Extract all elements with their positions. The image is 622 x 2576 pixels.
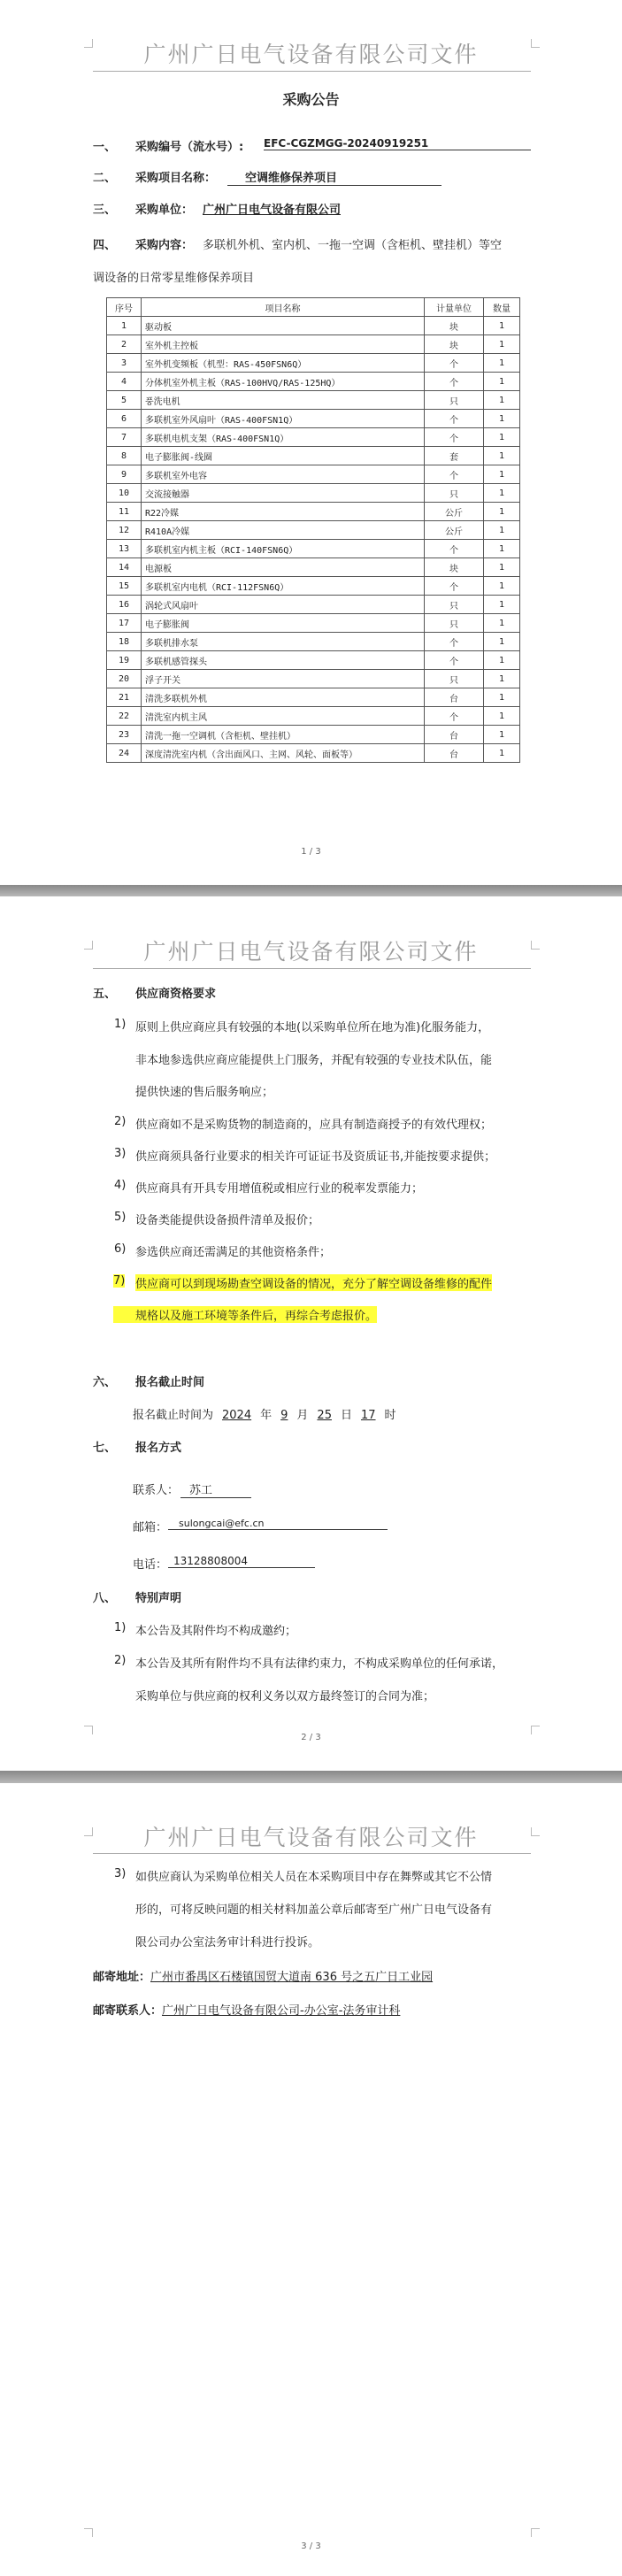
item-name-cell: 电子膨胀阀-线圈 xyxy=(142,447,425,465)
deadline-line xyxy=(133,1405,396,1422)
table-row xyxy=(107,317,520,335)
requirement-text: 供应商具有开具专用增值税或相应行业的税率发票能力； xyxy=(135,1182,424,1196)
contact-value: 苏工 xyxy=(180,1480,251,1498)
item-name-cell: 풍洗电机 xyxy=(142,391,425,410)
mailing-contact-label: 邮寄联系人： xyxy=(93,2004,163,2018)
list-number: 7) xyxy=(113,1274,126,1288)
email-value[interactable]: sulongcai@efc.cn xyxy=(168,1518,388,1530)
section-number: 二、 xyxy=(93,172,117,185)
statement-text: 采购单位与供应商的权利义务以双方最终签订的合同为准； xyxy=(135,1690,435,1703)
item-name-cell: R410A冷媒 xyxy=(142,521,425,540)
table-row xyxy=(107,726,520,744)
list-number: 5) xyxy=(114,1211,127,1224)
unit-cell: 个 xyxy=(425,633,484,651)
statement-text: 限公司办公室法务审计科进行投诉。 xyxy=(135,1936,320,1949)
purchaser-value: 广州广日电气设备有限公司 xyxy=(203,204,342,217)
project-name-label: 采购项目名称： xyxy=(135,172,217,185)
unit-cell: 块 xyxy=(425,317,484,335)
requirement-text: 供应商如不是采购货物的制造商的，应具有制造商授予的有效代理权； xyxy=(135,1119,493,1132)
margin-mark xyxy=(84,2528,93,2537)
row-number-cell: 16 xyxy=(107,596,142,614)
list-number: 3) xyxy=(114,1867,127,1880)
row-number-cell: 15 xyxy=(107,577,142,596)
item-name-cell: 清洗多联机外机 xyxy=(142,688,425,707)
announcement-title: 采购公告 xyxy=(282,91,340,108)
section-number: 八、 xyxy=(93,1592,117,1605)
statement-text: 本公告及其附件均不构成邀约； xyxy=(135,1625,297,1638)
section-number: 四、 xyxy=(93,239,117,252)
quantity-cell: 1 xyxy=(484,391,520,410)
requirement-text: 参选供应商还需满足的其他资格条件； xyxy=(135,1246,332,1259)
quantity-cell: 1 xyxy=(484,670,520,688)
page-number: 1 / 3 xyxy=(301,847,321,857)
project-name-value: 空调维修保养项目 xyxy=(227,168,442,186)
item-name-cell: 室外机变频板（机型：RAS-450FSN6Q） xyxy=(142,354,425,373)
deadline-month: 9 xyxy=(280,1409,288,1422)
list-number: 1) xyxy=(114,1018,127,1031)
section-number: 三、 xyxy=(93,204,117,217)
quantity-cell: 1 xyxy=(484,596,520,614)
purchase-content-line: 多联机外机、室内机、一拖一空调（含柜机、壁挂机）等空 xyxy=(203,239,503,252)
item-name-cell: R22冷媒 xyxy=(142,503,425,521)
requirement-text: 提供快速的售后服务响应； xyxy=(135,1086,274,1099)
row-number-cell: 9 xyxy=(107,465,142,484)
table-row xyxy=(107,521,520,540)
section-number: 七、 xyxy=(93,1442,117,1455)
table-row xyxy=(107,484,520,503)
unit-cell: 个 xyxy=(425,410,484,428)
table-row xyxy=(107,540,520,558)
section-title: 供应商资格要求 xyxy=(135,988,217,1001)
row-number-cell: 2 xyxy=(107,335,142,354)
row-number-cell: 13 xyxy=(107,540,142,558)
row-number-cell: 22 xyxy=(107,707,142,726)
unit-cell: 只 xyxy=(425,670,484,688)
unit-cell: 只 xyxy=(425,614,484,633)
unit-cell: 块 xyxy=(425,335,484,354)
item-name-cell: 多联机室外电容 xyxy=(142,465,425,484)
unit-cell: 块 xyxy=(425,558,484,577)
table-row xyxy=(107,707,520,726)
table-row xyxy=(107,410,520,428)
mailing-address-label: 邮寄地址： xyxy=(93,1971,151,1984)
unit-cell: 个 xyxy=(425,651,484,670)
purchase-number-value: EFC-CGZMGG-20240919251 xyxy=(264,137,531,150)
row-number-cell: 6 xyxy=(107,410,142,428)
column-header: 数量 xyxy=(484,298,520,317)
quantity-cell: 1 xyxy=(484,651,520,670)
table-row xyxy=(107,633,520,651)
unit-cell: 套 xyxy=(425,447,484,465)
table-row xyxy=(107,688,520,707)
item-name-cell: 深度清洗室内机（含出面风口、主网、风轮、面板等） xyxy=(142,744,425,763)
list-number: 3) xyxy=(114,1147,127,1160)
row-number-cell: 11 xyxy=(107,503,142,521)
deadline-unit: 日 xyxy=(340,1409,352,1422)
quantity-cell: 1 xyxy=(484,688,520,707)
quantity-cell: 1 xyxy=(484,373,520,391)
phone-value: 13128808004 xyxy=(168,1555,315,1568)
purchase-content-line: 调设备的日常零星维修保养项目 xyxy=(93,272,255,285)
highlighted-requirement-text: 供应商可以到现场勘查空调设备的情况，充分了解空调设备维修的配件 xyxy=(135,1274,492,1291)
quantity-cell: 1 xyxy=(484,428,520,447)
column-header: 序号 xyxy=(107,298,142,317)
row-number-cell: 24 xyxy=(107,744,142,763)
unit-cell: 只 xyxy=(425,391,484,410)
row-number-cell: 10 xyxy=(107,484,142,503)
table-row xyxy=(107,558,520,577)
table-row xyxy=(107,373,520,391)
quantity-cell: 1 xyxy=(484,726,520,744)
table-row xyxy=(107,391,520,410)
highlighted-requirement-text: 规格以及施工环境等条件后，再综合考虑报价。 xyxy=(113,1306,377,1323)
header-rule xyxy=(93,968,531,969)
requirement-text: 设备类能提供设备损件清单及报价； xyxy=(135,1214,320,1227)
table-row xyxy=(107,503,520,521)
company-header: 广州广日电气设备有限公司文件 xyxy=(143,939,479,965)
column-header: 计量单位 xyxy=(425,298,484,317)
quantity-cell: 1 xyxy=(484,465,520,484)
row-number-cell: 19 xyxy=(107,651,142,670)
statement-text: 如供应商认为采购单位相关人员在本采购项目中存在舞弊或其它不公情 xyxy=(135,1871,493,1884)
table-header-row xyxy=(107,298,520,317)
quantity-cell: 1 xyxy=(484,633,520,651)
unit-cell: 个 xyxy=(425,707,484,726)
unit-cell: 个 xyxy=(425,373,484,391)
unit-cell: 个 xyxy=(425,577,484,596)
row-number-cell: 23 xyxy=(107,726,142,744)
item-name-cell: 多联机室内电机（RCI-112FSN6Q） xyxy=(142,577,425,596)
quantity-cell: 1 xyxy=(484,317,520,335)
list-number: 4) xyxy=(114,1179,127,1192)
list-number: 6) xyxy=(114,1242,127,1256)
quantity-cell: 1 xyxy=(484,521,520,540)
quantity-cell: 1 xyxy=(484,707,520,726)
unit-cell: 个 xyxy=(425,354,484,373)
item-name-cell: 驱动板 xyxy=(142,317,425,335)
unit-cell: 个 xyxy=(425,540,484,558)
mailing-contact-line xyxy=(93,2001,400,2018)
unit-cell: 台 xyxy=(425,744,484,763)
table-row xyxy=(107,465,520,484)
list-number: 1) xyxy=(114,1621,127,1634)
table-row xyxy=(107,744,520,763)
unit-cell: 台 xyxy=(425,726,484,744)
section-title: 特别声明 xyxy=(135,1592,182,1605)
table-row xyxy=(107,447,520,465)
phone-label: 电话： xyxy=(133,1558,168,1572)
row-number-cell: 17 xyxy=(107,614,142,633)
mailing-address-value: 广州市番禺区石楼镇国贸大道南 636 号之五广日工业园 xyxy=(150,1971,434,1984)
deadline-unit: 月 xyxy=(296,1409,309,1422)
row-number-cell: 5 xyxy=(107,391,142,410)
item-name-cell: 电源板 xyxy=(142,558,425,577)
table-row xyxy=(107,354,520,373)
page-separator xyxy=(0,885,622,896)
list-number: 2) xyxy=(114,1115,127,1128)
unit-cell: 只 xyxy=(425,596,484,614)
table-row xyxy=(107,577,520,596)
statement-text: 本公告及其所有附件均不具有法律约束力，不构成采购单位的任何承诺， xyxy=(135,1657,504,1671)
quantity-cell: 1 xyxy=(484,335,520,354)
section-title: 报名方式 xyxy=(135,1442,182,1455)
item-name-cell: 多联机排水泵 xyxy=(142,633,425,651)
page-number: 3 / 3 xyxy=(301,2541,321,2551)
deadline-year: 2024 xyxy=(222,1409,252,1422)
page-number: 2 / 3 xyxy=(301,1733,321,1742)
item-name-cell: 室外机主控板 xyxy=(142,335,425,354)
item-name-cell: 涡轮式风扇叶 xyxy=(142,596,425,614)
table-row xyxy=(107,614,520,633)
purchase-number-label: 采购编号（流水号）: xyxy=(135,141,244,154)
deadline-hour: 17 xyxy=(360,1409,376,1422)
header-rule xyxy=(93,71,531,72)
item-name-cell: 电子膨胀阀 xyxy=(142,614,425,633)
table-row xyxy=(107,428,520,447)
section-number: 五、 xyxy=(93,988,117,1001)
row-number-cell: 21 xyxy=(107,688,142,707)
row-number-cell: 3 xyxy=(107,354,142,373)
quantity-cell: 1 xyxy=(484,484,520,503)
company-header: 广州广日电气设备有限公司文件 xyxy=(143,42,479,67)
item-name-cell: 多联机室外风扇叶（RAS-400FSN1Q） xyxy=(142,410,425,428)
quantity-cell: 1 xyxy=(484,558,520,577)
table-row xyxy=(107,670,520,688)
row-number-cell: 7 xyxy=(107,428,142,447)
item-name-cell: 多联机室内机主板（RCI-140FSN6Q） xyxy=(142,540,425,558)
header-rule xyxy=(93,1853,531,1854)
deadline-unit: 年 xyxy=(260,1409,273,1422)
table-row xyxy=(107,651,520,670)
unit-cell: 公斤 xyxy=(425,521,484,540)
item-name-cell: 清洗一拖一空调机（含柜机、壁挂机） xyxy=(142,726,425,744)
contact-label: 联系人： xyxy=(133,1484,180,1497)
item-name-cell: 多联机电机支架（RAS-400FSN1Q） xyxy=(142,428,425,447)
unit-cell: 个 xyxy=(425,428,484,447)
deadline-unit: 时 xyxy=(384,1409,396,1422)
item-name-cell: 分体机室外机主板（RAS-100HVQ/RAS-125HQ） xyxy=(142,373,425,391)
row-number-cell: 14 xyxy=(107,558,142,577)
email-label: 邮箱： xyxy=(133,1521,168,1534)
row-number-cell: 8 xyxy=(107,447,142,465)
quantity-cell: 1 xyxy=(484,354,520,373)
item-name-cell: 多联机感管探头 xyxy=(142,651,425,670)
document-page-2 xyxy=(0,896,622,1771)
purchase-content-label: 采购内容： xyxy=(135,239,194,252)
quantity-cell: 1 xyxy=(484,744,520,763)
column-header: 项目名称 xyxy=(142,298,425,317)
deadline-day: 25 xyxy=(317,1409,332,1422)
unit-cell: 只 xyxy=(425,484,484,503)
unit-cell: 个 xyxy=(425,465,484,484)
item-name-cell: 浮子开关 xyxy=(142,670,425,688)
deadline-label: 报名截止时间为 xyxy=(133,1409,214,1422)
mailing-contact-value: 广州广日电气设备有限公司-办公室-法务审计科 xyxy=(162,2004,401,2018)
section-title: 报名截止时间 xyxy=(135,1376,205,1389)
requirement-text: 供应商须具备行业要求的相关许可证证书及资质证书,并能按要求提供； xyxy=(135,1150,496,1164)
statement-text: 形的，可将反映问题的相关材料加盖公章后邮寄至广州广日电气设备有 xyxy=(135,1903,493,1917)
item-name-cell: 交流接触器 xyxy=(142,484,425,503)
quantity-cell: 1 xyxy=(484,503,520,521)
document-page-1 xyxy=(0,0,622,885)
quantity-cell: 1 xyxy=(484,540,520,558)
row-number-cell: 12 xyxy=(107,521,142,540)
mailing-address-line xyxy=(93,1967,433,1984)
purchaser-label: 采购单位： xyxy=(135,204,194,217)
row-number-cell: 1 xyxy=(107,317,142,335)
quantity-cell: 1 xyxy=(484,447,520,465)
unit-cell: 台 xyxy=(425,688,484,707)
document-page-3 xyxy=(0,1783,622,2576)
row-number-cell: 18 xyxy=(107,633,142,651)
list-number: 2) xyxy=(114,1654,127,1667)
items-table xyxy=(106,297,520,763)
company-header: 广州广日电气设备有限公司文件 xyxy=(143,1825,479,1850)
unit-cell: 公斤 xyxy=(425,503,484,521)
section-number: 六、 xyxy=(93,1376,117,1389)
section-number: 一、 xyxy=(93,141,117,154)
margin-mark xyxy=(531,2528,540,2537)
row-number-cell: 20 xyxy=(107,670,142,688)
row-number-cell: 4 xyxy=(107,373,142,391)
requirement-text: 非本地参选供应商应能提供上门服务，并配有较强的专业技术队伍，能 xyxy=(135,1054,493,1067)
page-separator xyxy=(0,1771,622,1783)
quantity-cell: 1 xyxy=(484,614,520,633)
table-row xyxy=(107,335,520,354)
quantity-cell: 1 xyxy=(484,410,520,428)
table-row xyxy=(107,596,520,614)
quantity-cell: 1 xyxy=(484,577,520,596)
requirement-text: 原则上供应商应具有较强的本地(以采购单位所在地为准)化服务能力， xyxy=(135,1021,490,1034)
item-name-cell: 清洗室内机主风 xyxy=(142,707,425,726)
